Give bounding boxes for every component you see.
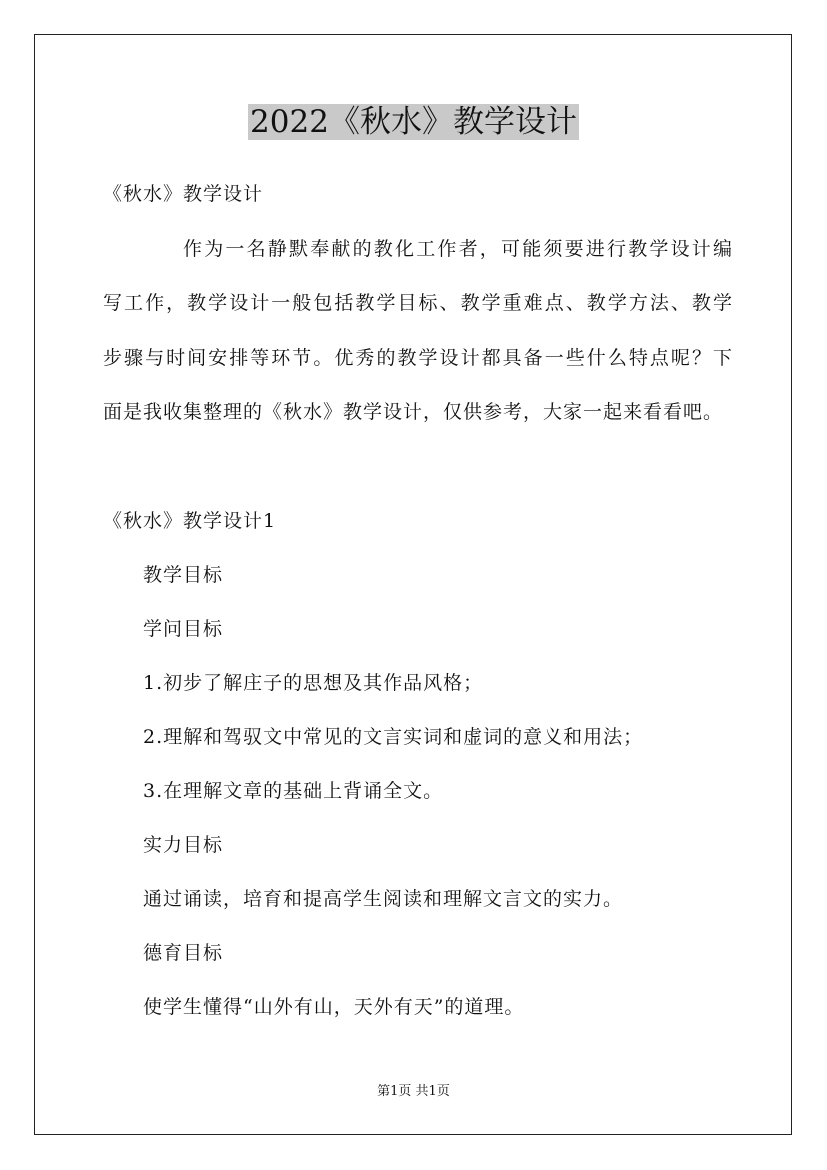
intro-line-4: 面是我收集整理的《秋水》教学设计，仅供参考，大家一起来看看吧。 [103, 401, 724, 423]
page-footer: 第1页 共1页 [377, 1084, 450, 1099]
intro-line-3: 步骤与时间安排等环节。优秀的教学设计都具备一些什么特点呢？下 [103, 347, 733, 369]
section-item-goal-2: 2.理解和驾驭文中常见的文言实词和虚词的意义和用法； [143, 726, 644, 748]
intro-line-1: 作为一名静默奉献的教化工作者，可能须要进行教学设计编 [183, 238, 733, 260]
document-title [0, 100, 827, 144]
document-subtitle: 《秋水》教学设计 [103, 183, 264, 205]
section-item-ability-goals: 实力目标 [143, 834, 224, 856]
section-item-moral-text: 使学生懂得“山外有山，天外有天”的道理。 [143, 996, 525, 1018]
section-item-goal-3: 3.在理解文章的基础上背诵全文。 [143, 780, 444, 802]
section-item-teaching-goals: 教学目标 [143, 564, 224, 586]
section-item-moral-goals: 德育目标 [143, 942, 224, 964]
section-item-ability-text: 通过诵读，培育和提高学生阅读和理解文言文的实力。 [143, 888, 624, 910]
section-item-goal-1: 1.初步了解庄子的思想及其作品风格； [143, 672, 484, 694]
document-title-text: 2022《秋水》教学设计 [250, 104, 577, 140]
section-item-knowledge-goals: 学问目标 [143, 618, 224, 640]
section-heading: 《秋水》教学设计1 [103, 510, 277, 532]
intro-line-2: 写工作，教学设计一般包括教学目标、教学重难点、教学方法、教学 [103, 292, 733, 314]
